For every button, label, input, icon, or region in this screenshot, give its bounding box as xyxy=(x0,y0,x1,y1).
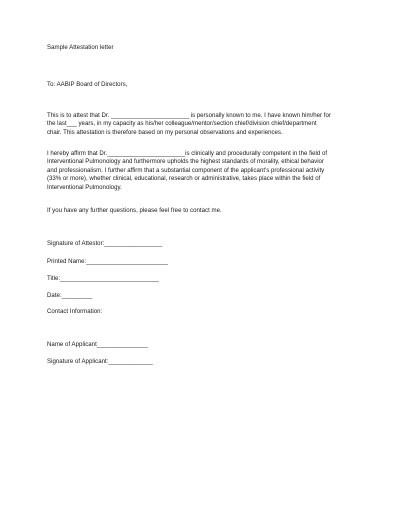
paragraph-line: I hereby affirm that Dr._______________________is clinically and procedurally competent in the field of xyxy=(47,150,328,157)
paragraph-line: Interventional Pulmonology and furthermore upholds the highest standards of morality, ethical behavior xyxy=(47,158,324,166)
contact-information-field: Contact Information: xyxy=(47,308,103,315)
paragraph-line: (33% or more), whether clinical, educational, research or administrative, takes place within the field of xyxy=(47,175,321,183)
paragraph-line: Interventional Pulmonology. xyxy=(47,183,122,191)
name-of-applicant-field: Name of Applicant_______________ xyxy=(47,341,148,348)
paragraph-line: chair. This attestation is therefore based on my personal observations and experiences. xyxy=(47,128,283,136)
title-field: Title:_____________________________ xyxy=(47,275,159,282)
affirmation-paragraph xyxy=(47,150,367,192)
paragraph-line: and professionalism. I further affirm that a substantial component of the applicant’s professional activity xyxy=(47,166,325,174)
salutation: To: AABIP Board of Directors, xyxy=(47,81,128,88)
closing-line: If you have any further questions, please feel free to contact me. xyxy=(47,207,222,214)
paragraph-line: the last___ years, in my capacity as his/her colleague/mentor/section chief/division chief/department xyxy=(47,120,317,128)
signature-applicant-field: Signature of Applicant:_____________ xyxy=(47,358,153,365)
signature-attestor-field: Signature of Attestor:_________________ xyxy=(47,240,163,247)
attestation-paragraph xyxy=(47,112,367,137)
date-field: Date:_________ xyxy=(47,292,93,299)
letter-heading: Sample Attestation letter xyxy=(47,44,114,51)
paragraph-line: This is to attest that Dr. _______________________ is personally known to me. I have known him/her for xyxy=(47,112,331,119)
printed-name-field: Printed Name:________________________ xyxy=(47,258,169,265)
